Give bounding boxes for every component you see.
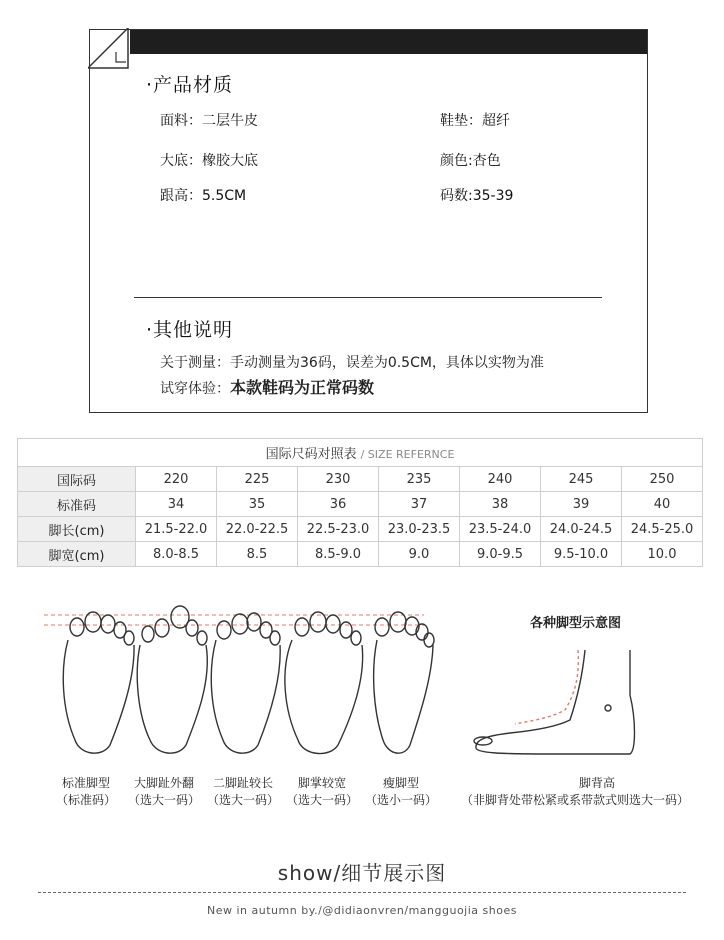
table-row	[18, 492, 703, 517]
instep-label-name: 脚背高	[578, 776, 615, 790]
table-cell: 8.5	[217, 542, 298, 567]
show-section-title: show/细节展示图	[277, 861, 447, 885]
foot-outline-icon	[211, 613, 280, 753]
table-cell: 40	[622, 492, 703, 517]
spec-insole: 鞋垫：超纤	[440, 113, 510, 129]
foot-type-label-2: 大脚趾外翻 （选大一码）	[127, 776, 200, 807]
folded-corner-icon	[88, 28, 134, 74]
table-row	[18, 467, 703, 492]
table-cell: 240	[460, 467, 541, 492]
table-cell: 22.0-22.5	[217, 517, 298, 542]
table-cell: 36	[298, 492, 379, 517]
table-cell: 235	[379, 467, 460, 492]
foot-type-label-3: 二脚趾较长 （选大一码）	[206, 776, 279, 807]
foot-outline-icon	[374, 612, 434, 753]
material-card	[89, 29, 648, 413]
footer-dashed-divider	[38, 892, 686, 893]
fit-label: 试穿体验：	[160, 381, 230, 397]
table-cell: 9.5-10.0	[541, 542, 622, 567]
foot-type-label-5: 瘦脚型 （选小一码）	[364, 776, 437, 807]
table-cell: 22.5-23.0	[298, 517, 379, 542]
table-cell: 245	[541, 467, 622, 492]
table-cell: 35	[217, 492, 298, 517]
fit-value: 本款鞋码为正常码数	[230, 378, 375, 397]
row-header: 脚长(cm)	[18, 517, 136, 542]
table-cell: 24.0-24.5	[541, 517, 622, 542]
table-cell: 37	[379, 492, 460, 517]
table-cell: 8.0-8.5	[136, 542, 217, 567]
foot-outline-icon	[63, 612, 134, 753]
material-title: ·产品材质	[146, 74, 234, 96]
spec-heel: 跟高：5.5CM	[160, 188, 247, 204]
spec-sole: 大底：橡胶大底	[160, 153, 258, 169]
table-cell: 24.5-25.0	[622, 517, 703, 542]
caption-en: / SIZE REFERNCE	[360, 448, 455, 461]
foot-types-title: 各种脚型示意图	[530, 616, 622, 631]
table-cell: 38	[460, 492, 541, 517]
instep-side-foot-icon	[474, 650, 635, 754]
foot-outline-icon	[285, 612, 363, 754]
table-cell: 23.0-23.5	[379, 517, 460, 542]
table-cell: 21.5-22.0	[136, 517, 217, 542]
table-cell: 230	[298, 467, 379, 492]
table-cell: 9.0-9.5	[460, 542, 541, 567]
table-cell: 34	[136, 492, 217, 517]
table-cell: 225	[217, 467, 298, 492]
foot-type-label-4: 脚掌较宽 （选大一码）	[285, 776, 358, 807]
foot-type-illustrations	[30, 600, 710, 810]
caption-cn: 国际尺码对照表	[265, 447, 357, 462]
instep-label-advice: （非脚背处带松紧或系带款式则选大一码）	[460, 793, 689, 807]
footer-credit: New in autumn by./@didiaonvren/mangguojia shoes	[207, 904, 517, 917]
foot-outline-icon	[137, 606, 207, 753]
row-header: 国际码	[18, 467, 136, 492]
spec-color: 颜色:杏色	[440, 153, 501, 169]
section-divider	[134, 297, 602, 298]
row-header: 标准码	[18, 492, 136, 517]
spec-fabric: 面料：二层牛皮	[160, 113, 258, 129]
size-table	[17, 438, 703, 567]
table-cell: 250	[622, 467, 703, 492]
spec-size: 码数:35-39	[440, 188, 514, 204]
table-cell: 10.0	[622, 542, 703, 567]
table-row	[18, 517, 703, 542]
card-header-band	[130, 30, 647, 54]
table-cell: 39	[541, 492, 622, 517]
table-cell: 23.5-24.0	[460, 517, 541, 542]
fit-note	[160, 375, 374, 398]
table-cell: 8.5-9.0	[298, 542, 379, 567]
other-title: ·其他说明	[146, 319, 234, 341]
size-table-caption	[18, 439, 703, 467]
row-header: 脚宽(cm)	[18, 542, 136, 567]
table-cell: 220	[136, 467, 217, 492]
foot-type-label-1: 标准脚型 （标准码）	[55, 776, 116, 807]
table-cell: 9.0	[379, 542, 460, 567]
measure-note: 关于测量：手动测量为36码，误差为0.5CM，具体以实物为准	[160, 355, 544, 371]
table-row	[18, 542, 703, 567]
